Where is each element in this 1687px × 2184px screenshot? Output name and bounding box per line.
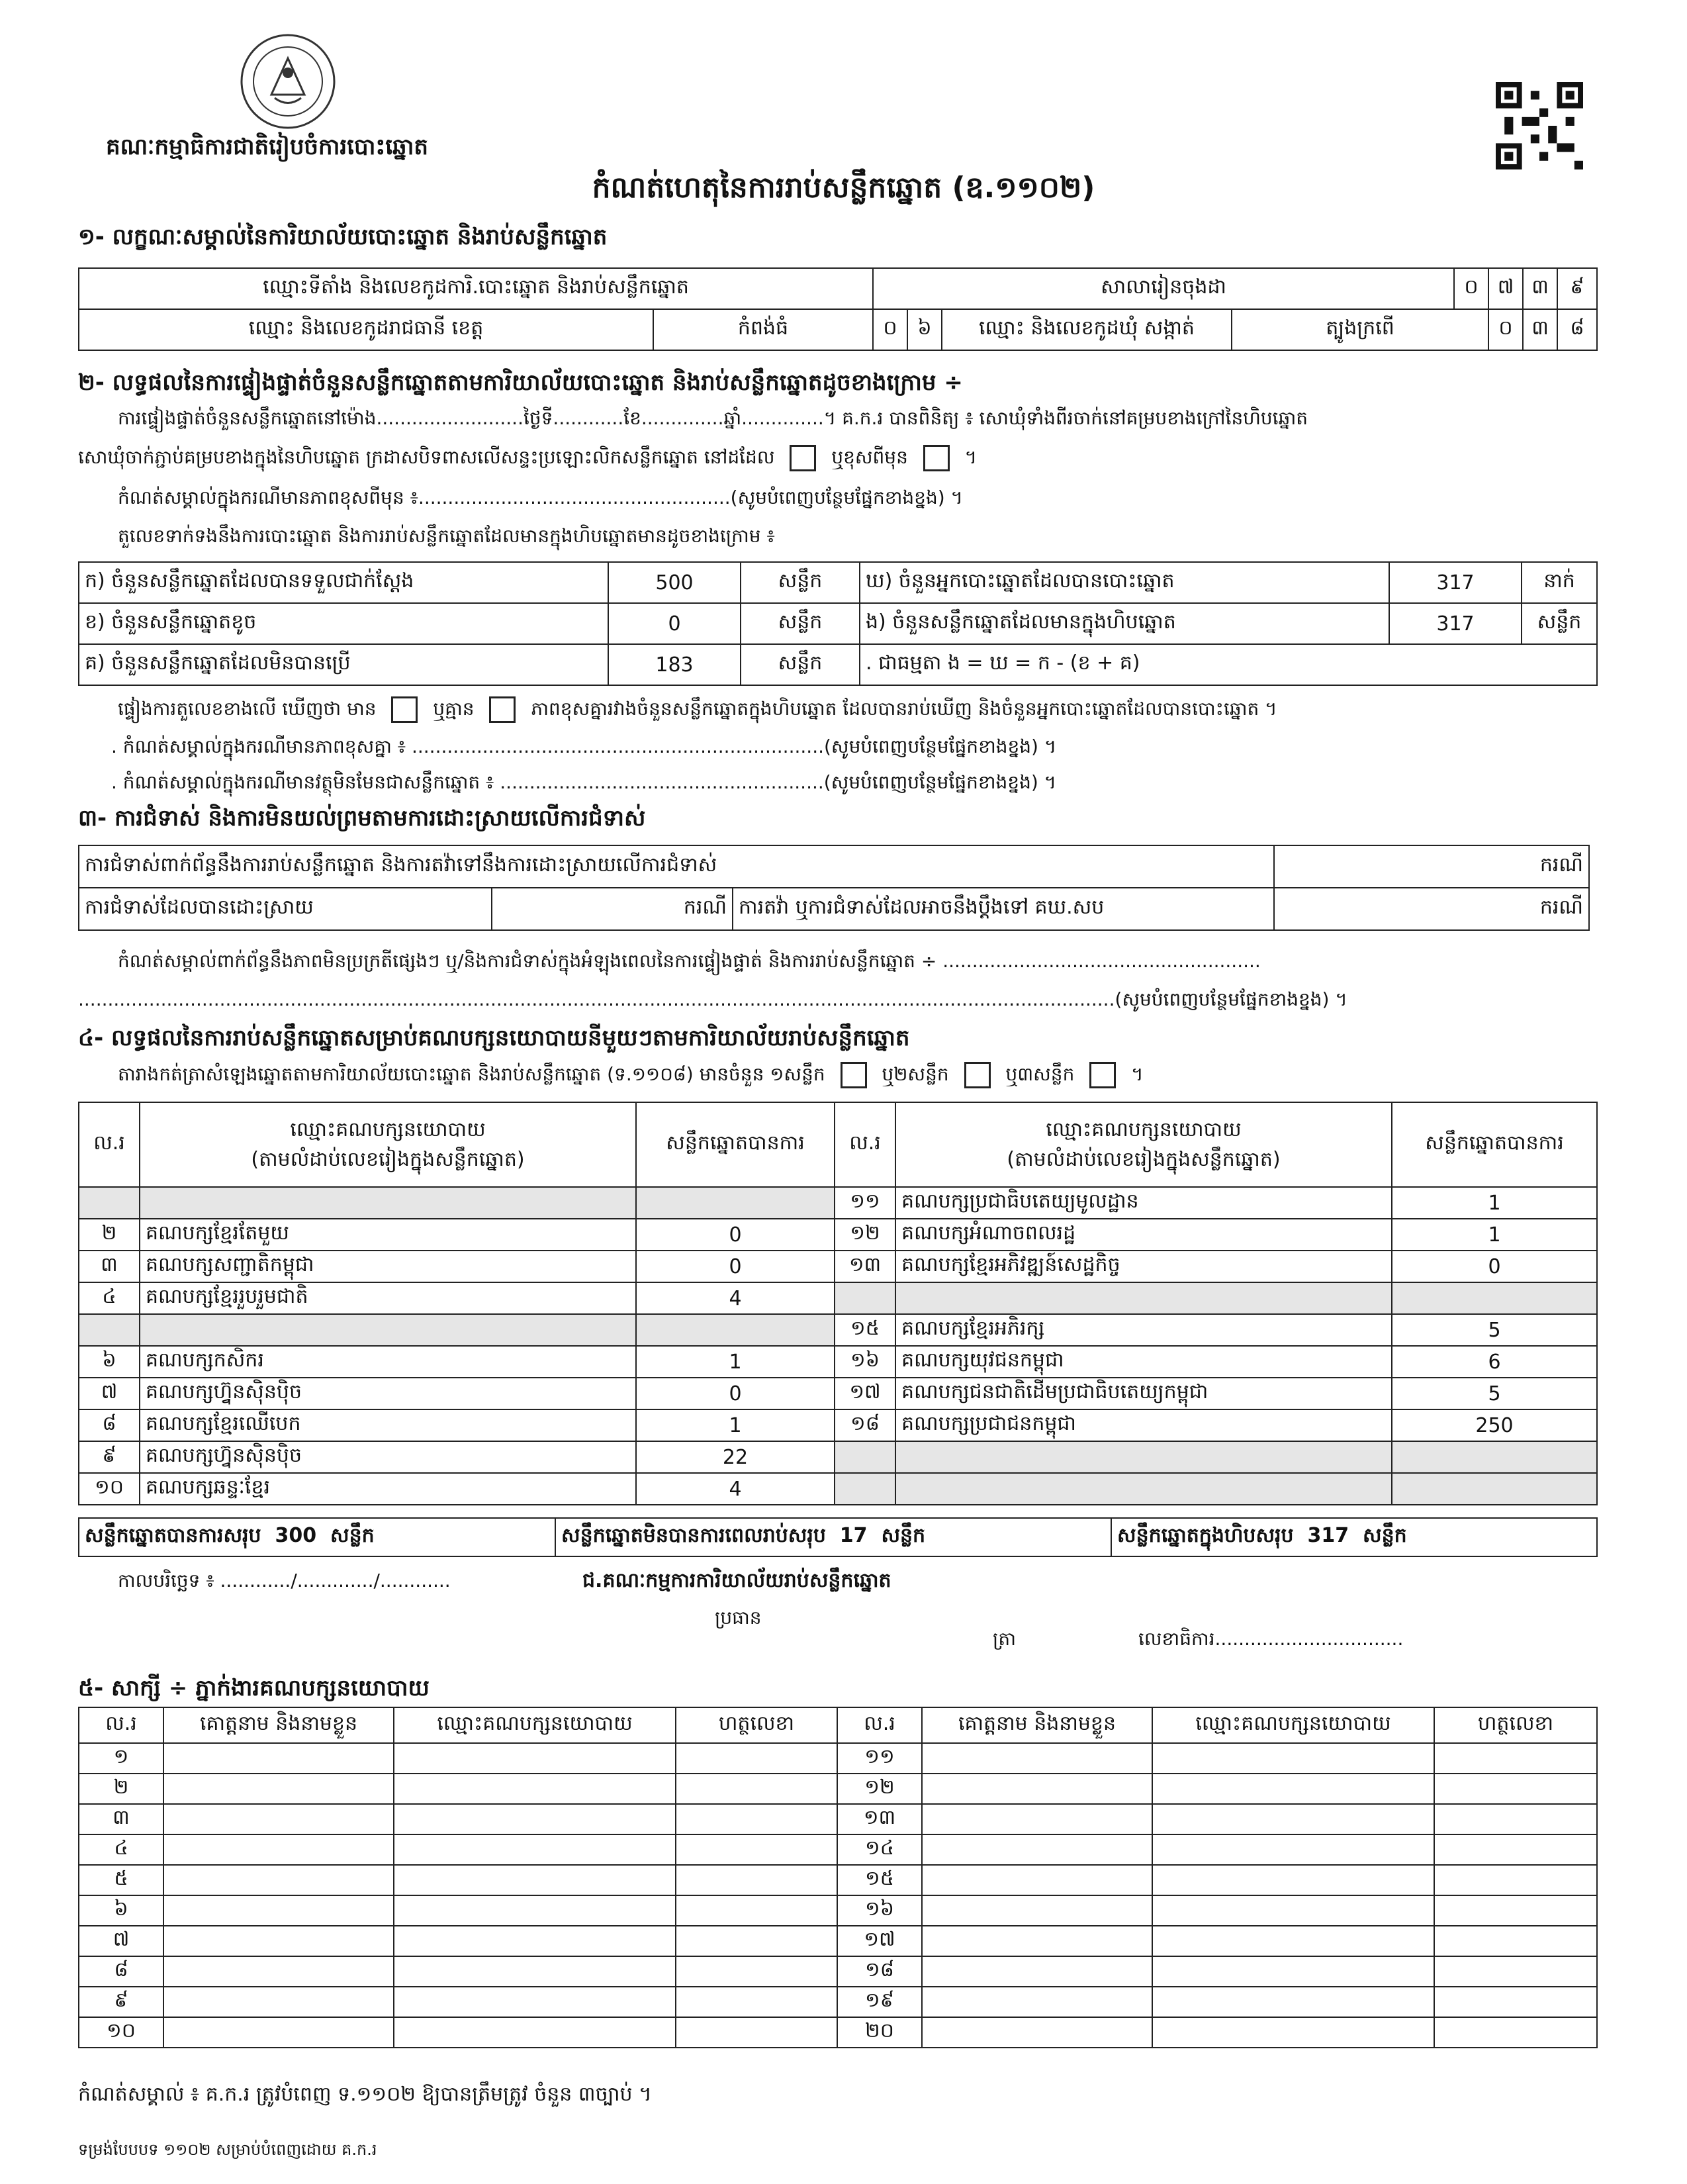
party-number bbox=[835, 1282, 895, 1314]
ballot-stats-table bbox=[78, 561, 1598, 686]
party-votes: 1 bbox=[1392, 1187, 1597, 1219]
witness-number: ១ bbox=[79, 1743, 163, 1774]
seal-check-text: សោឃុំចាក់ភ្ជាប់គម្របខាងក្នុងនៃហិបឆ្នោត ក្រដាសបិទពាសលើសន្ទះប្រឡោះលិកសន្លឹកឆ្នោត នៅដដែល bbox=[78, 446, 775, 468]
party-votes: 22 bbox=[636, 1441, 835, 1473]
witness-table bbox=[78, 1707, 1598, 2048]
voters-label: ឃ) ចំនួនអ្នកបោះឆ្នោតដែលបានបោះឆ្នោត bbox=[860, 562, 1389, 603]
party-name: គណបក្សប្រជាជនកម្ពុជា bbox=[895, 1409, 1392, 1441]
party-votes bbox=[1392, 1473, 1597, 1505]
party-name bbox=[895, 1473, 1392, 1505]
valid-total-label: សន្លឹកឆ្នោតបានការសរុប bbox=[85, 1524, 261, 1547]
station-name: សាលារៀនចុងដា bbox=[873, 268, 1454, 309]
party-number: ៣ bbox=[79, 1251, 140, 1282]
witness-col-name: គោត្តនាម និងនាមខ្លួន bbox=[163, 1707, 394, 1743]
nec-seal-logo bbox=[232, 32, 344, 131]
date-line: កាលបរិច្ឆេទ ៖ ............/............./............ bbox=[118, 1570, 451, 1591]
commune-name: ត្បូងក្រពើ bbox=[1232, 309, 1488, 350]
witness-row bbox=[79, 1987, 1597, 2017]
party-votes: 4 bbox=[636, 1473, 835, 1505]
objections-table bbox=[78, 845, 1590, 931]
witness-number: ៥ bbox=[79, 1865, 163, 1895]
witness-name-cell[interactable] bbox=[163, 1743, 394, 1774]
section3-heading: ៣- ការជំទាស់ និងការមិនយល់ព្រមតាមការដោះស្រាយលើការជំទាស់ bbox=[78, 805, 646, 831]
witness-number: ១០ bbox=[79, 2017, 163, 2048]
witness-name-cell[interactable] bbox=[163, 1774, 394, 1804]
witness-row bbox=[79, 1865, 1597, 1895]
station-code-digit: ៩ bbox=[1557, 268, 1597, 309]
party-name: គណបក្សសញ្ជាតិកម្ពុជា bbox=[140, 1251, 636, 1282]
col-votes-header: សន្លឹកឆ្នោតបានការ bbox=[1392, 1102, 1597, 1187]
party-row bbox=[79, 1187, 1597, 1219]
witness-number: ១៦ bbox=[837, 1895, 922, 1926]
party-votes: 6 bbox=[1392, 1346, 1597, 1378]
unused-ballots-value: 183 bbox=[608, 644, 741, 685]
witness-row bbox=[79, 2017, 1597, 2048]
col-party-title: ឈ្មោះគណបក្សនយោបាយ bbox=[1046, 1118, 1242, 1141]
witness-signature-cell[interactable] bbox=[1434, 1865, 1597, 1895]
party-name: គណបក្សខ្មែរអភិវឌ្ឍន៍សេដ្ឋកិច្ច bbox=[895, 1251, 1392, 1282]
witness-number: ៣ bbox=[79, 1804, 163, 1834]
witness-party-cell[interactable] bbox=[394, 1895, 676, 1926]
party-number: ៩ bbox=[79, 1441, 140, 1473]
witness-number: ៤ bbox=[79, 1834, 163, 1865]
unit-label: នាក់ bbox=[1522, 562, 1597, 603]
witness-number: ១៩ bbox=[837, 1987, 922, 2017]
witness-party-cell[interactable] bbox=[394, 2017, 676, 2048]
party-votes: 1 bbox=[636, 1409, 835, 1441]
party-number: ១៦ bbox=[835, 1346, 895, 1378]
party-number bbox=[79, 1314, 140, 1346]
witness-name-cell[interactable] bbox=[922, 1743, 1152, 1774]
party-row bbox=[79, 1473, 1597, 1505]
seal-check-line bbox=[78, 445, 977, 473]
col-party-title: ឈ្មោះគណបក្សនយោបាយ bbox=[290, 1118, 486, 1141]
party-name bbox=[895, 1282, 1392, 1314]
witness-number: ២០ bbox=[837, 2017, 922, 2048]
footer-note: កំណត់សម្គាល់ ៖ គ.ក.រ ត្រូវបំពេញ ទ.១១០២ ឱ្យបានត្រឹមត្រូវ ចំនួន ៣ច្បាប់ ។ bbox=[78, 2083, 652, 2106]
witness-number: ១៣ bbox=[837, 1804, 922, 1834]
committee-label: ជ.គណៈកម្មការការិយាល័យរាប់សន្លឹកឆ្នោត bbox=[582, 1569, 891, 1592]
discrepancy-text-a: ផ្ទៀងការតួលេខខាងលើ ឃើញថា មាន bbox=[118, 698, 377, 720]
party-number: ១៣ bbox=[835, 1251, 895, 1282]
party-name: គណបក្សកសិករ bbox=[140, 1346, 636, 1378]
invalid-total-label: សន្លឹកឆ្នោតមិនបានការពេលរាប់សរុប bbox=[561, 1524, 826, 1547]
witness-signature-cell[interactable] bbox=[676, 1743, 837, 1774]
party-name: គណបក្សអំណាចពលរដ្ឋ bbox=[895, 1219, 1392, 1251]
witness-party-cell[interactable] bbox=[1152, 1956, 1434, 1987]
party-number: ១៥ bbox=[835, 1314, 895, 1346]
witness-name-cell[interactable] bbox=[922, 1804, 1152, 1834]
case-count-label: ករណី bbox=[1274, 888, 1589, 930]
unit-label: សន្លឹក bbox=[741, 644, 860, 685]
witness-party-cell[interactable] bbox=[1152, 1895, 1434, 1926]
witness-number: ២ bbox=[79, 1774, 163, 1804]
party-row bbox=[79, 1441, 1597, 1473]
witness-party-cell[interactable] bbox=[1152, 1774, 1434, 1804]
witness-number: ១៨ bbox=[837, 1956, 922, 1987]
has-discrepancy-checkbox[interactable] bbox=[391, 696, 418, 723]
party-votes: 0 bbox=[636, 1219, 835, 1251]
party-name: គណបក្សជនជាតិដើមប្រជាធិបតេយ្យកម្ពុជា bbox=[895, 1378, 1392, 1409]
party-row bbox=[79, 1314, 1597, 1346]
witness-name-cell[interactable] bbox=[922, 1774, 1152, 1804]
witness-col-party: ឈ្មោះគណបក្សនយោបាយ bbox=[394, 1707, 676, 1743]
witness-number: ៦ bbox=[79, 1895, 163, 1926]
foreign-object-note: . កំណត់សម្គាល់ក្នុងករណីមានវត្ថុមិនមែនជាសន្លឹកឆ្នោត ៖ .......................................................(សូមបំពេញបន្ថែមផ្នែកខាងខ្នង) ។ bbox=[111, 771, 1057, 793]
verification-line: ការផ្ទៀងផ្ទាត់ចំនួនសន្លឹកឆ្នោតនៅម៉ោង.........................ថ្ងៃទី............ខែ..............ឆ្នាំ..............។ គ.ក.រ បានពិនិត្យ ៖ សោឃុំទាំងពីរចាក់នៅគម្របខាងក្រៅនៃហិបឆ្នោត bbox=[118, 407, 1308, 429]
party-number: ១៧ bbox=[835, 1378, 895, 1409]
unused-ballots-label: គ) ចំនួនសន្លឹកឆ្នោតដែលមិនបានប្រើ bbox=[79, 644, 608, 685]
witness-signature-cell[interactable] bbox=[676, 1865, 837, 1895]
changed-label: ឬខុសពីមុន bbox=[831, 446, 908, 468]
witness-number: ៧ bbox=[79, 1926, 163, 1956]
party-name: គណបក្សឆន្ទៈខ្មែរ bbox=[140, 1473, 636, 1505]
party-name: គណបក្សហ្វ៊ុនស៊ិនប៉ិច bbox=[140, 1441, 636, 1473]
party-votes: 250 bbox=[1392, 1409, 1597, 1441]
witness-party-cell[interactable] bbox=[1152, 1743, 1434, 1774]
witness-party-cell[interactable] bbox=[1152, 1987, 1434, 2017]
party-votes: 5 bbox=[1392, 1378, 1597, 1409]
witness-party-cell[interactable] bbox=[1152, 1834, 1434, 1865]
party-number: ៧ bbox=[79, 1378, 140, 1409]
commune-code-digit: ៨ bbox=[1557, 309, 1597, 350]
witness-col-name: គោត្តនាម និងនាមខ្លួន bbox=[922, 1707, 1152, 1743]
org-name: គណៈកម្មាធិការជាតិរៀបចំការបោះឆ្នោត bbox=[106, 134, 429, 160]
discrepancy-check-line bbox=[118, 696, 1277, 724]
party-name: គណបក្សខ្មែររួបរួមជាតិ bbox=[140, 1282, 636, 1314]
witness-col-number: ល.រ bbox=[79, 1707, 163, 1743]
witness-row bbox=[79, 1895, 1597, 1926]
witness-col-signature: ហត្ថលេខា bbox=[1434, 1707, 1597, 1743]
commune-code-digit: ៣ bbox=[1523, 309, 1557, 350]
witness-party-cell[interactable] bbox=[1152, 1926, 1434, 1956]
objections-label: ការជំទាស់ពាក់ព័ន្ធនឹងការរាប់សន្លឹកឆ្នោត និងការតវ៉ាទៅនឹងការដោះស្រាយលើការជំទាស់ bbox=[79, 845, 1274, 888]
party-number: ២ bbox=[79, 1219, 140, 1251]
witness-row bbox=[79, 1804, 1597, 1834]
witness-signature-cell[interactable] bbox=[676, 1956, 837, 1987]
party-votes bbox=[636, 1314, 835, 1346]
party-name: គណបក្សប្រជាធិបតេយ្យមូលដ្ឋាន bbox=[895, 1187, 1392, 1219]
received-ballots-value: 500 bbox=[608, 562, 741, 603]
box-total-unit: សន្លឹក bbox=[1363, 1524, 1407, 1547]
section5-heading: ៥- សាក្សី ÷ ភ្នាក់ងារគណបក្សនយោបាយ bbox=[78, 1675, 430, 1701]
party-number: ១១ bbox=[835, 1187, 895, 1219]
witness-number: ១៧ bbox=[837, 1926, 922, 1956]
spoiled-ballots-value: 0 bbox=[608, 603, 741, 644]
witness-signature-cell[interactable] bbox=[676, 1987, 837, 2017]
invalid-total bbox=[555, 1518, 1111, 1556]
valid-total bbox=[79, 1518, 555, 1556]
irregularity-remark-continued: ................................................................................................................................................................................(សូមបំពេញបន្ថែមផ្នែកខាងខ្នង) ។ bbox=[78, 988, 1347, 1010]
one-sheet-checkbox[interactable] bbox=[841, 1062, 867, 1088]
witness-name-cell[interactable] bbox=[163, 1834, 394, 1865]
changed-checkbox[interactable] bbox=[923, 445, 950, 471]
section1-heading: ១- លក្ខណៈសម្គាល់នៃការិយាល័យបោះឆ្នោត និងរាប់សន្លឹកឆ្នោត bbox=[78, 224, 608, 250]
witness-party-cell[interactable] bbox=[1152, 2017, 1434, 2048]
witness-party-cell[interactable] bbox=[394, 1774, 676, 1804]
party-name: គណបក្សហ្វ៊ុនស៊ិនប៉ិច bbox=[140, 1378, 636, 1409]
witness-name-cell[interactable] bbox=[922, 1895, 1152, 1926]
party-votes bbox=[1392, 1282, 1597, 1314]
witness-name-cell[interactable] bbox=[163, 1865, 394, 1895]
case-count-label: ករណី bbox=[492, 888, 733, 930]
witness-signature-cell[interactable] bbox=[1434, 1834, 1597, 1865]
secretary-label: លេខាធិការ................................ bbox=[1138, 1628, 1404, 1650]
party-name: គណបក្សយុវជនកម្ពុជា bbox=[895, 1346, 1392, 1378]
section2-heading: ២- លទ្ធផលនៃការផ្ទៀងផ្ទាត់ចំនួនសន្លឹកឆ្នោតតាមការិយាល័យបោះឆ្នោត និងរាប់សន្លឹកឆ្នោតដូចខាងក្រោម ÷ bbox=[78, 369, 963, 396]
party-votes: 0 bbox=[1392, 1251, 1597, 1282]
witness-number: ៨ bbox=[79, 1956, 163, 1987]
difference-note-line: កំណត់សម្គាល់ក្នុងករណីមានភាពខុសពីមុន ៖.....................................................(សូមបំពេញបន្ថែមផ្នែកខាងខ្នង) ។ bbox=[118, 487, 963, 508]
party-row bbox=[79, 1251, 1597, 1282]
party-row bbox=[79, 1346, 1597, 1378]
witness-signature-cell[interactable] bbox=[676, 1926, 837, 1956]
col-party-header bbox=[140, 1102, 636, 1187]
witness-signature-cell[interactable] bbox=[1434, 1743, 1597, 1774]
tally-text-b: ឬ២សន្លឹក bbox=[882, 1063, 949, 1085]
tally-text-a: តារាងកត់ត្រាសំឡេងឆ្នោតតាមការិយាល័យបោះឆ្នោត និងរាប់សន្លឹកឆ្នោត (ទ.១១០៨) មានចំនួន ១សន្លឹក bbox=[118, 1063, 825, 1085]
tally-sheet-line bbox=[118, 1062, 1144, 1090]
party-name bbox=[140, 1187, 636, 1219]
witness-signature-cell[interactable] bbox=[1434, 1895, 1597, 1926]
witness-number: ១១ bbox=[837, 1743, 922, 1774]
witness-name-cell[interactable] bbox=[922, 1987, 1152, 2017]
party-votes: 1 bbox=[1392, 1219, 1597, 1251]
witness-party-cell[interactable] bbox=[1152, 1804, 1434, 1834]
qr-code bbox=[1494, 82, 1584, 169]
period-mark: ។ bbox=[964, 446, 978, 468]
discrepancy-note: . កំណត់សម្គាល់ក្នុងករណីមានភាពខុសគ្នា ៖ ......................................................................(សូមបំពេញបន្ថែមផ្នែកខាងខ្នង) ។ bbox=[111, 736, 1057, 757]
party-row bbox=[79, 1282, 1597, 1314]
party-number: ១៨ bbox=[835, 1409, 895, 1441]
province-code-digit: ៦ bbox=[907, 309, 942, 350]
party-row bbox=[79, 1378, 1597, 1409]
discrepancy-text-b: ឬគ្មាន bbox=[433, 698, 475, 720]
witness-signature-cell[interactable] bbox=[676, 1834, 837, 1865]
col-number-header: ល.រ bbox=[79, 1102, 140, 1187]
case-count-label: ករណី bbox=[1274, 845, 1589, 888]
section4-heading: ៤- លទ្ធផលនៃការរាប់សន្លឹកឆ្នោតសម្រាប់គណបក្សនយោបាយនីមួយៗតាមការិយាល័យរាប់សន្លឹកឆ្នោត bbox=[78, 1025, 910, 1051]
party-row bbox=[79, 1219, 1597, 1251]
voters-value: 317 bbox=[1389, 562, 1522, 603]
witness-signature-cell[interactable] bbox=[1434, 1804, 1597, 1834]
witness-party-cell[interactable] bbox=[394, 1834, 676, 1865]
witness-name-cell[interactable] bbox=[922, 1834, 1152, 1865]
witness-number: ១៥ bbox=[837, 1865, 922, 1895]
no-discrepancy-checkbox[interactable] bbox=[489, 696, 516, 723]
witness-party-cell[interactable] bbox=[394, 1865, 676, 1895]
unit-label: សន្លឹក bbox=[741, 603, 860, 644]
party-name bbox=[140, 1314, 636, 1346]
irregularity-remark: កំណត់សម្គាល់ពាក់ព័ន្ធនឹងភាពមិនប្រក្រតីផ្សេងៗ ឬ/និងការជំទាស់ក្នុងអំឡុងពេលនៃការផ្ទៀងផ្ទាត់ និងការរាប់សន្លឹកឆ្នោត ÷ ...................................................... bbox=[118, 950, 1261, 972]
witness-name-cell[interactable] bbox=[163, 1895, 394, 1926]
witness-name-cell[interactable] bbox=[163, 2017, 394, 2048]
province-name: កំពង់ធំ bbox=[653, 309, 873, 350]
witness-name-cell[interactable] bbox=[163, 1926, 394, 1956]
party-votes bbox=[636, 1187, 835, 1219]
witness-name-cell[interactable] bbox=[922, 1926, 1152, 1956]
two-sheets-checkbox[interactable] bbox=[964, 1062, 991, 1088]
party-number: ៨ bbox=[79, 1409, 140, 1441]
witness-row bbox=[79, 1926, 1597, 1956]
received-ballots-label: ក) ចំនួនសន្លឹកឆ្នោតដែលបានទទួលជាក់ស្តែង bbox=[79, 562, 608, 603]
unit-label: សន្លឹក bbox=[741, 562, 860, 603]
party-votes bbox=[1392, 1441, 1597, 1473]
col-party-header bbox=[895, 1102, 1392, 1187]
form-code: ទម្រង់បែបបទ ១១០២ សម្រាប់បំពេញដោយ គ.ក.រ bbox=[78, 2140, 377, 2159]
party-votes: 4 bbox=[636, 1282, 835, 1314]
formula-note: . ជាធម្មតា ង = ឃ = ក - (ខ + គ) bbox=[860, 644, 1597, 685]
appeal-label: ការតវ៉ា ឬការជំទាស់ដែលអាចនឹងប្តឹងទៅ គឃ.សប bbox=[733, 888, 1274, 930]
witness-party-cell[interactable] bbox=[394, 1956, 676, 1987]
party-number: ៤ bbox=[79, 1282, 140, 1314]
witness-party-cell[interactable] bbox=[394, 1804, 676, 1834]
party-results-table bbox=[78, 1102, 1598, 1505]
tally-text-c: ឬ៣សន្លឹក bbox=[1005, 1063, 1075, 1085]
witness-row bbox=[79, 1743, 1597, 1774]
figures-intro: តួលេខទាក់ទងនឹងការបោះឆ្នោត និងការរាប់សន្លឹកឆ្នោតដែលមានក្នុងហិបឆ្នោតមានដូចខាងក្រោម ៖ bbox=[118, 525, 775, 547]
party-votes: 5 bbox=[1392, 1314, 1597, 1346]
witness-party-cell[interactable] bbox=[394, 1743, 676, 1774]
witness-name-cell[interactable] bbox=[163, 1804, 394, 1834]
party-votes: 0 bbox=[636, 1378, 835, 1409]
witness-signature-cell[interactable] bbox=[1434, 2017, 1597, 2048]
chair-label: ប្រធាន bbox=[715, 1607, 762, 1629]
witness-signature-cell[interactable] bbox=[676, 1804, 837, 1834]
polling-station-table bbox=[78, 267, 1598, 351]
three-sheets-checkbox[interactable] bbox=[1089, 1062, 1116, 1088]
box-total-value: 317 bbox=[1307, 1524, 1349, 1547]
box-total-label: សន្លឹកឆ្នោតក្នុងហិបសរុប bbox=[1117, 1524, 1294, 1547]
unit-label: សន្លឹក bbox=[1522, 603, 1597, 644]
witness-signature-cell[interactable] bbox=[676, 2017, 837, 2048]
witness-signature-cell[interactable] bbox=[676, 1774, 837, 1804]
invalid-total-value: 17 bbox=[839, 1524, 868, 1547]
valid-total-unit: សន្លឹក bbox=[330, 1524, 375, 1547]
ballots-in-box-label: ង) ចំនួនសន្លឹកឆ្នោតដែលមានក្នុងហិបឆ្នោត bbox=[860, 603, 1389, 644]
unchanged-checkbox[interactable] bbox=[790, 445, 816, 471]
witness-signature-cell[interactable] bbox=[1434, 1987, 1597, 2017]
province-code-digit: ០ bbox=[873, 309, 907, 350]
seal-label: ត្រា bbox=[993, 1628, 1016, 1650]
party-row bbox=[79, 1409, 1597, 1441]
witness-signature-cell[interactable] bbox=[676, 1895, 837, 1926]
commune-label: ឈ្មោះ និងលេខកូដឃុំ សង្កាត់ bbox=[942, 309, 1232, 350]
station-label: ឈ្មោះទីតាំង និងលេខកូដការិ.បោះឆ្នោត និងរាប់សន្លឹកឆ្នោត bbox=[79, 268, 873, 309]
witness-row bbox=[79, 1956, 1597, 1987]
valid-total-value: 300 bbox=[275, 1524, 317, 1547]
province-label: ឈ្មោះ និងលេខកូដរាជធានី ខេត្ត bbox=[79, 309, 653, 350]
tally-text-d: ។ bbox=[1131, 1063, 1144, 1085]
party-name: គណបក្សខ្មែរតែមួយ bbox=[140, 1219, 636, 1251]
col-party-subtitle: (តាមលំដាប់លេខរៀងក្នុងសន្លឹកឆ្នោត) bbox=[251, 1148, 525, 1171]
party-number: ១០ bbox=[79, 1473, 140, 1505]
station-code-digit: ៣ bbox=[1523, 268, 1557, 309]
witness-number: ៩ bbox=[79, 1987, 163, 2017]
witness-row bbox=[79, 1834, 1597, 1865]
witness-col-signature: ហត្ថលេខា bbox=[676, 1707, 837, 1743]
witness-name-cell[interactable] bbox=[922, 2017, 1152, 2048]
witness-name-cell[interactable] bbox=[163, 1987, 394, 2017]
party-votes: 1 bbox=[636, 1346, 835, 1378]
ballots-in-box-value: 317 bbox=[1389, 603, 1522, 644]
party-votes: 0 bbox=[636, 1251, 835, 1282]
party-number: ១២ bbox=[835, 1219, 895, 1251]
party-name: គណបក្សខ្មែរអភិរក្ស bbox=[895, 1314, 1392, 1346]
party-number: ៦ bbox=[79, 1346, 140, 1378]
witness-number: ១៤ bbox=[837, 1834, 922, 1865]
witness-signature-cell[interactable] bbox=[1434, 1774, 1597, 1804]
discrepancy-text-c: ភាពខុសគ្នារវាងចំនួនសន្លឹកឆ្នោតក្នុងហិបឆ្នោត ដែលបានរាប់ឃើញ និងចំនួនអ្នកបោះឆ្នោតដែលបានបោះឆ្នោត ។ bbox=[531, 698, 1277, 720]
party-name bbox=[895, 1441, 1392, 1473]
station-code-digit: ៧ bbox=[1488, 268, 1523, 309]
witness-name-cell[interactable] bbox=[922, 1865, 1152, 1895]
witness-party-cell[interactable] bbox=[1152, 1865, 1434, 1895]
witness-name-cell[interactable] bbox=[922, 1956, 1152, 1987]
party-number bbox=[835, 1473, 895, 1505]
commune-code-digit: ០ bbox=[1488, 309, 1523, 350]
witness-name-cell[interactable] bbox=[163, 1956, 394, 1987]
party-number bbox=[835, 1441, 895, 1473]
spoiled-ballots-label: ខ) ចំនួនសន្លឹកឆ្នោតខូច bbox=[79, 603, 608, 644]
station-code-digit: ០ bbox=[1454, 268, 1488, 309]
document-title: កំណត់ហេតុនៃការរាប់សន្លឹកឆ្នោត (ឧ.១១០២) bbox=[592, 171, 1095, 205]
witness-party-cell[interactable] bbox=[394, 1926, 676, 1956]
witness-party-cell[interactable] bbox=[394, 1987, 676, 2017]
invalid-total-unit: សន្លឹក bbox=[881, 1524, 926, 1547]
party-number bbox=[79, 1187, 140, 1219]
witness-col-number: ល.រ bbox=[837, 1707, 922, 1743]
party-name: គណបក្សខ្មែរឈើបេក bbox=[140, 1409, 636, 1441]
col-party-subtitle: (តាមលំដាប់លេខរៀងក្នុងសន្លឹកឆ្នោត) bbox=[1007, 1148, 1281, 1171]
resolved-objections-label: ការជំទាស់ដែលបានដោះស្រាយ bbox=[79, 888, 492, 930]
witness-signature-cell[interactable] bbox=[1434, 1926, 1597, 1956]
totals-table bbox=[78, 1517, 1598, 1557]
witness-signature-cell[interactable] bbox=[1434, 1956, 1597, 1987]
witness-number: ១២ bbox=[837, 1774, 922, 1804]
witness-col-party: ឈ្មោះគណបក្សនយោបាយ bbox=[1152, 1707, 1434, 1743]
col-votes-header: សន្លឹកឆ្នោតបានការ bbox=[636, 1102, 835, 1187]
witness-row bbox=[79, 1774, 1597, 1804]
col-number-header: ល.រ bbox=[835, 1102, 895, 1187]
box-total bbox=[1111, 1518, 1597, 1556]
